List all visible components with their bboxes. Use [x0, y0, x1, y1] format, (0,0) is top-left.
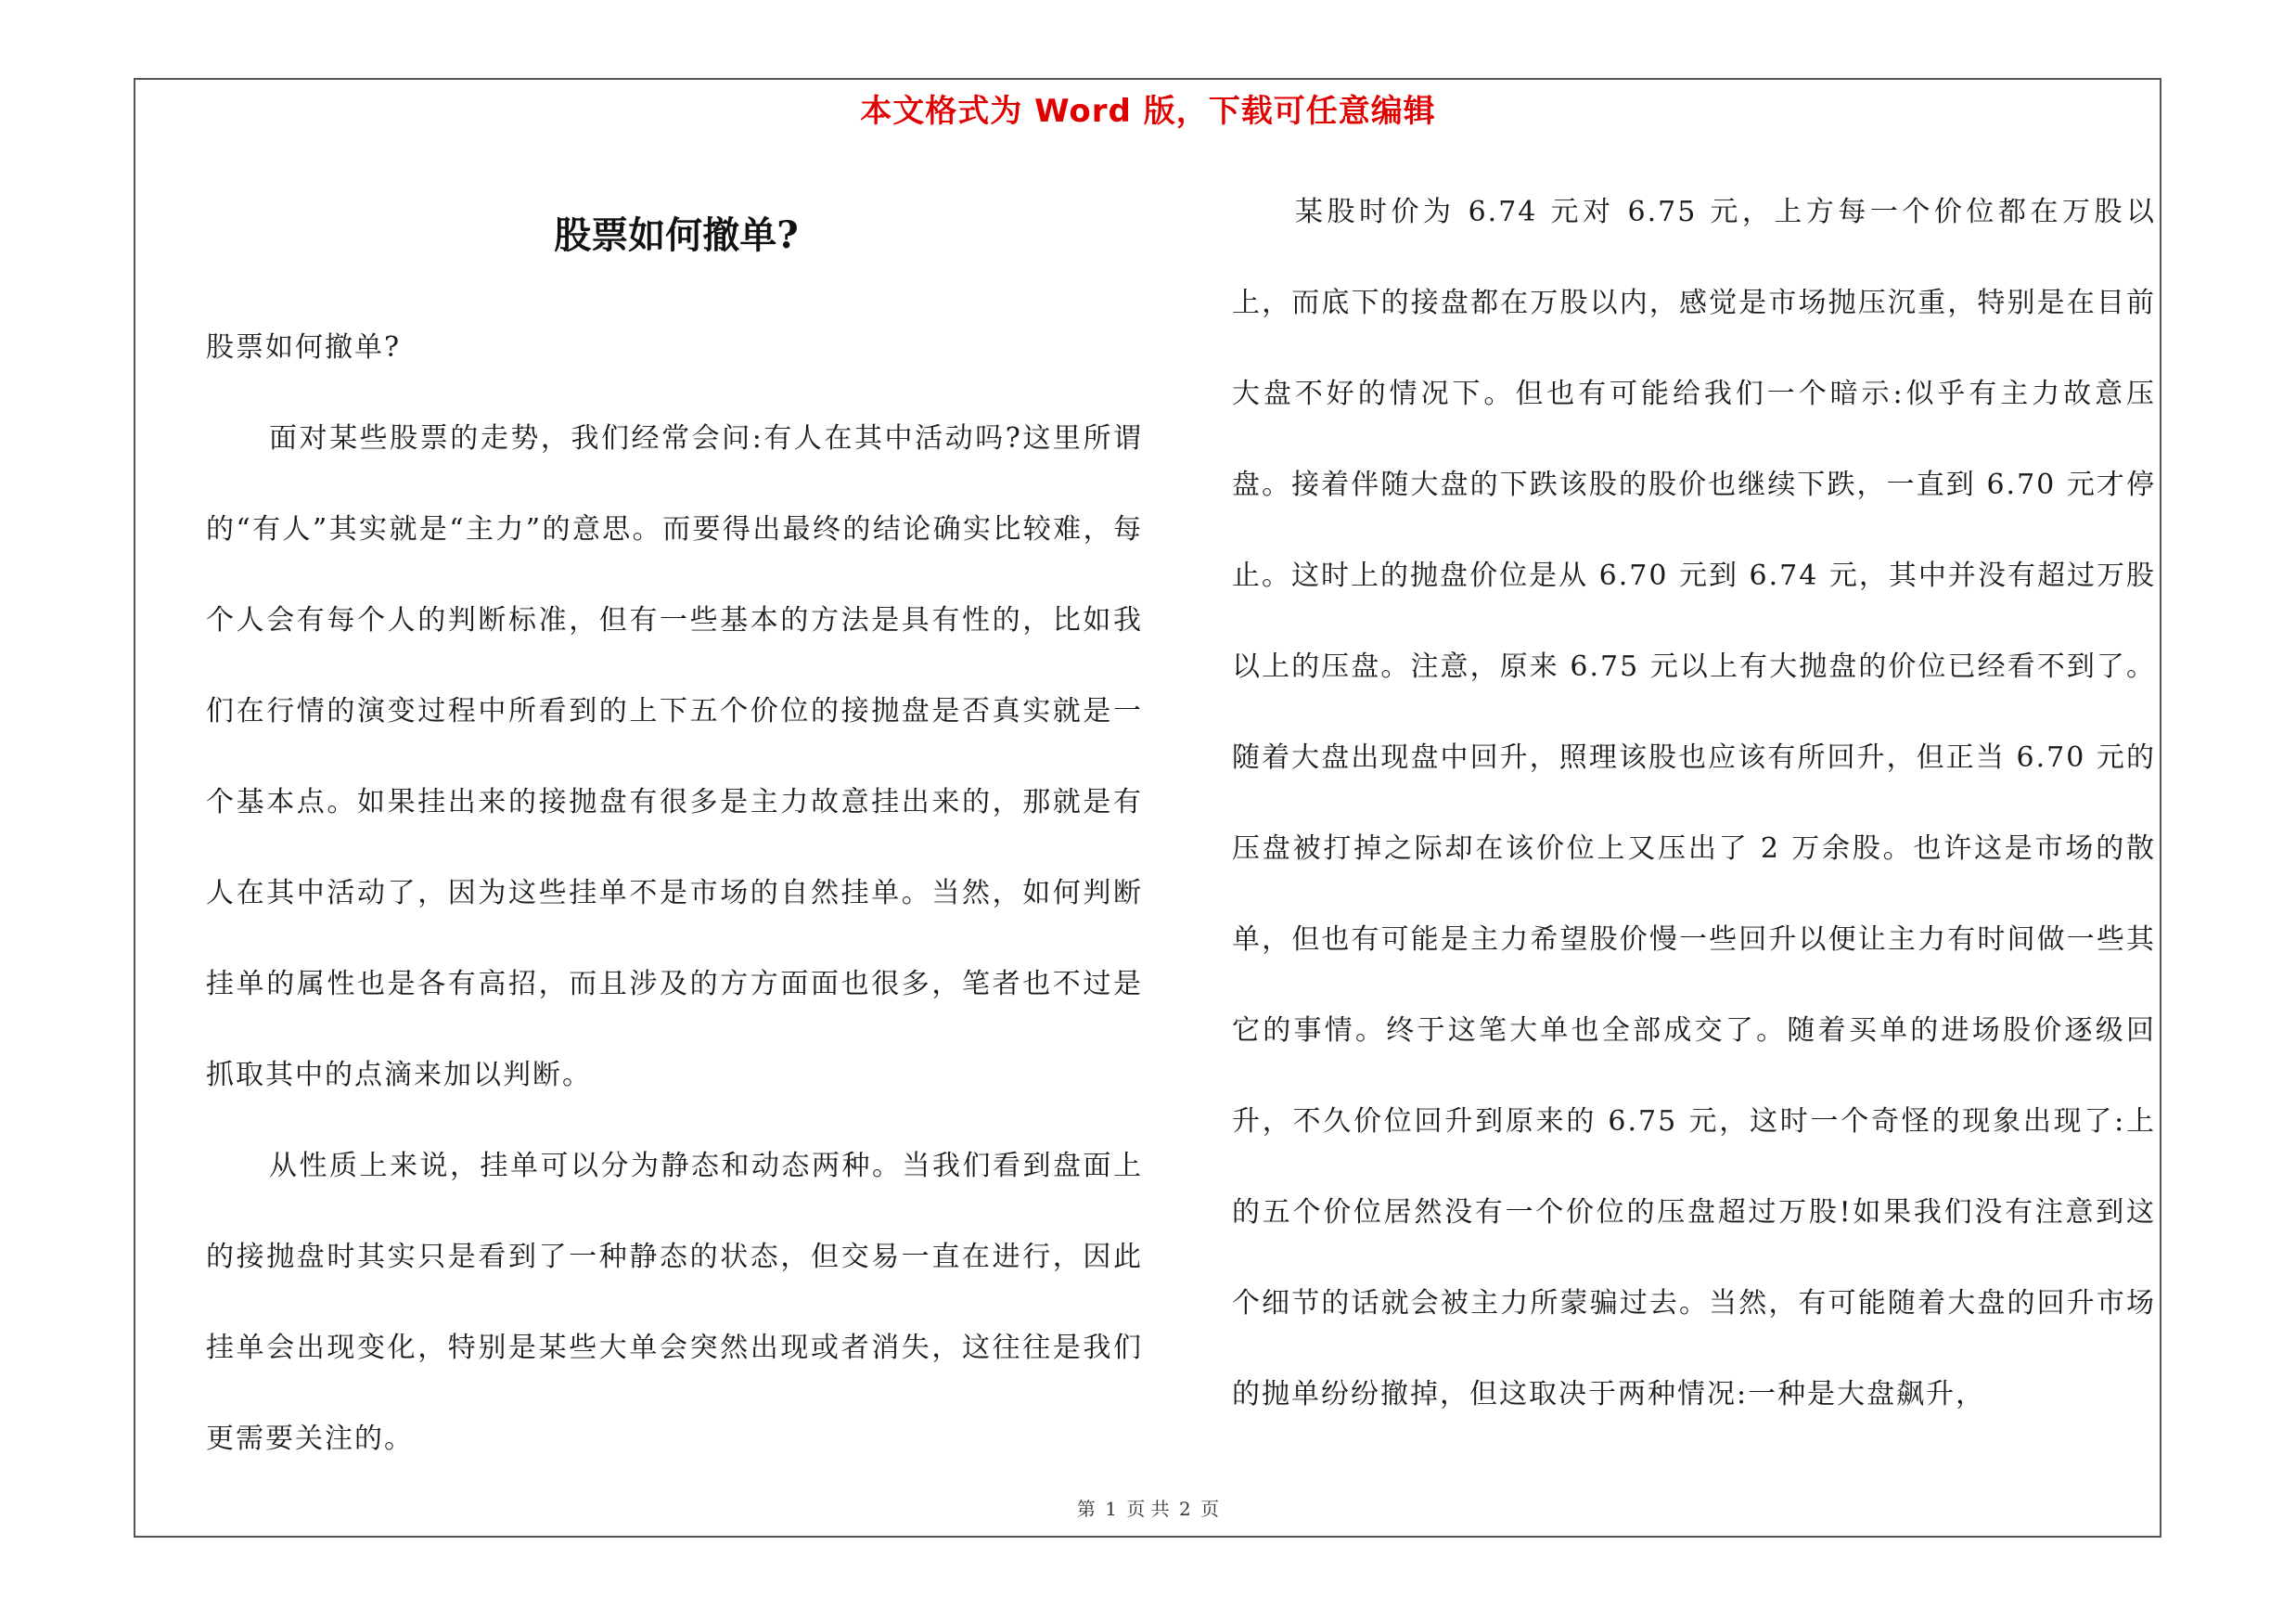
footer-middle: 页 共: [1126, 1498, 1170, 1520]
footer-suffix: 页: [1200, 1498, 1220, 1520]
right-column: [1232, 167, 2156, 1440]
format-banner: 本文格式为 Word 版，下载可任意编辑: [860, 93, 1436, 130]
footer-page-number: 1: [1105, 1498, 1117, 1520]
paragraph: 面对某些股票的走势，我们经常会问:有人在其中活动吗?这里所谓的“有人”其实就是“主力”的意思。而要得出最终的结论确实比较难，每个人会有每个人的判断标准，但有一些基本的方法是具有性的，比如我们在行情的演变过程中所看到的上下五个价位的接抛盘是否真实就是一个基本点。如果挂出来的接抛盘有很多是主力故意挂出来的，那就是有人在其中活动了，因为这些挂单不是市场的自然挂单。当然，如何判断挂单的属性也是各有高招，而且涉及的方方面面也很多，笔者也不过是抓取其中的点滴来加以判断。: [206, 422, 1143, 1091]
paragraph: 某股时价为 6.74 元对 6.75 元，上方每一个价位都在万股以上，而底下的接盘都在万股以内，感觉是市场抛压沉重，特别是在目前大盘不好的情况下。但也有可能给我们一个暗示:似乎有主力故意压盘。接着伴随大盘的下跌该股的股价也继续下跌，一直到 6.70 元才停止。这时上的抛盘价位是从 6.70 元到 6.74 元，其中并没有超过万股以上的压盘。注意，原来 6.75 元以上有大抛盘的价位已经看不到了。随着大盘出现盘中回升，照理该股也应该有所回升，但正当 6.70 元的压盘被打掉之际却在该价位上又压出了 2 万余股。也许这是市场的散单，但也有可能是主力希望股价慢一些回升以便让主力有时间做一些其它的事情。终于这笔大单也全部成交了。随着买单的进场股价逐级回升，不久价位回升到原来的 6.75 元，这时一个奇怪的现象出现了:上的五个价位居然没有一个价位的压盘超过万股!如果我们没有注意到这个细节的话就会被主力所蒙骗过去。当然，有可能随着大盘的回升市场的抛单纷纷撤掉，但这取决于两种情况:一种是大盘飙升，: [1232, 196, 2156, 1410]
paragraph-subtitle: 股票如何撤单?: [206, 331, 402, 364]
footer-total-pages: 2: [1179, 1498, 1191, 1520]
document-title: 股票如何撤单?: [554, 213, 799, 257]
page-footer: [0, 1494, 2296, 1521]
paragraph: 从性质上来说，挂单可以分为静态和动态两种。当我们看到盘面上的接抛盘时其实只是看到了一种静态的状态，但交易一直在进行，因此挂单会出现变化，特别是某些大单会突然出现或者消失，这往往是我们更需要关注的。: [206, 1150, 1143, 1455]
footer-prefix: 第: [1076, 1498, 1096, 1520]
left-column: [206, 303, 1143, 1485]
